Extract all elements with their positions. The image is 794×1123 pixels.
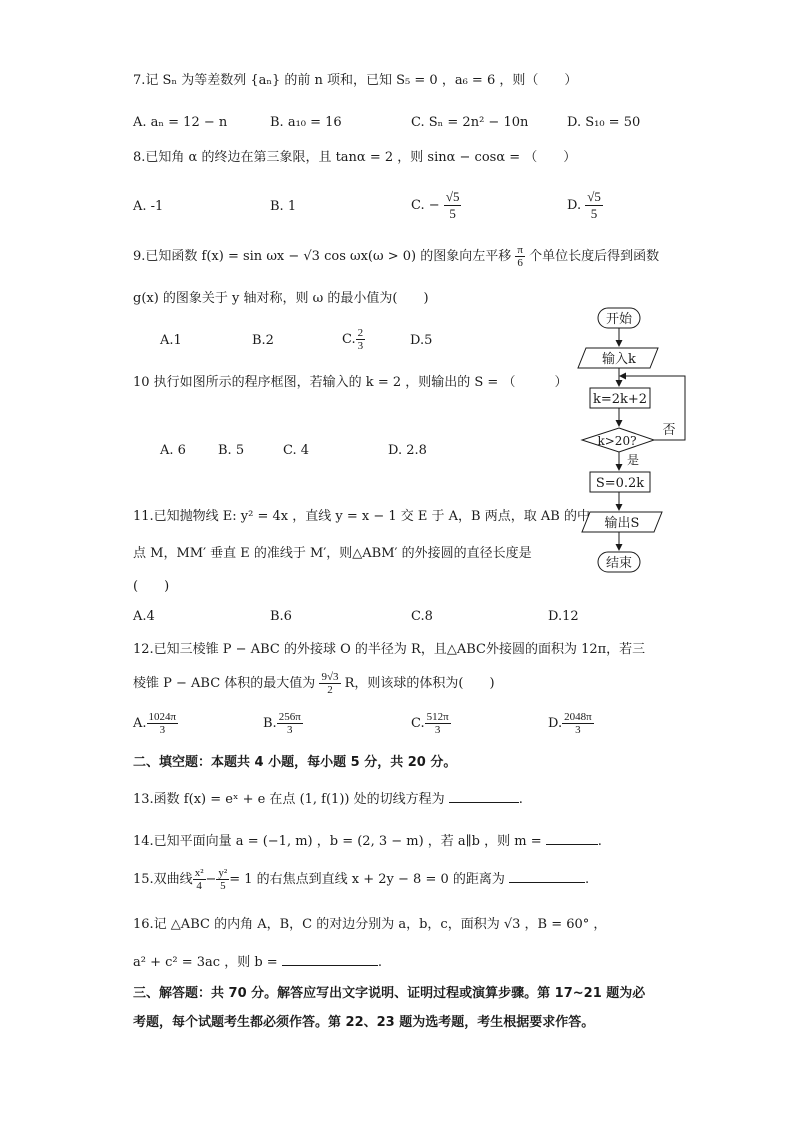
q8-stem: 8.已知角 α 的终边在第三象限，且 tanα = 2 ，则 sinα − cosα = （ ） — [133, 150, 577, 165]
q12-volume-fraction — [319, 671, 340, 696]
q11-line1: 11.已知抛物线 E: y² = 4x ，直线 y = x − 1 交 E 于 A，B 两点，取 AB 的中 — [133, 509, 590, 524]
q12-option-d-label: D. — [548, 716, 563, 731]
flowchart-assign-label: k=2k+2 — [592, 392, 648, 407]
q10-stem: 10 执行如图所示的程序框图，若输入的 k = 2 ，则输出的 S = （ ） — [133, 375, 568, 390]
q7-option-a: A. aₙ = 12 − n — [133, 115, 228, 130]
q15-minus: − — [205, 872, 217, 887]
q13-answer-blank — [449, 790, 519, 803]
flowchart-condition-label: k>20? — [597, 434, 637, 448]
frac-denominator: 3 — [434, 724, 441, 736]
q9-option-c — [342, 324, 365, 356]
flowchart-compute-label: S=0.2k — [595, 476, 645, 491]
flowchart-input-label: 输入k — [602, 352, 636, 367]
q16-line1: 16.记 △ABC 的内角 A，B，C 的对边分别为 a，b，c，面积为 √3 ，B = 60° ， — [133, 917, 607, 932]
q8-option-b: B. 1 — [270, 199, 297, 214]
q7-option-b: B. a₁₀ = 16 — [270, 115, 342, 130]
q15-prefix: 15.双曲线 — [133, 872, 193, 887]
frac-numerator: 2048π — [564, 711, 592, 723]
q12-line1: 12.已知三棱锥 P − ABC 的外接球 O 的半径为 R，且△ABC外接圆的面积为 12π，若三 — [133, 642, 646, 657]
section-3-heading-line2: 考题，每个试题考生都必须作答。第 22、23 题为选考题，考生根据要求作答。 — [133, 1015, 595, 1030]
q14-period: . — [597, 834, 602, 849]
q9-stem-line1 — [133, 242, 659, 272]
q9-stem-part-a: 9.已知函数 f(x) = sin ωx − √3 cos ωx(ω > 0) 的图象向左平移 — [133, 249, 512, 264]
q15-answer-blank — [509, 870, 585, 883]
q15-line — [133, 864, 589, 896]
q7-option-d: D. S₁₀ = 50 — [567, 115, 641, 130]
q12-option-c-fraction — [425, 711, 451, 736]
flowchart-output-label: 输出S — [604, 516, 640, 531]
frac-denominator: 3 — [575, 724, 581, 736]
frac-numerator: 512π — [426, 711, 449, 723]
q12-option-b-fraction — [277, 711, 303, 736]
flowchart-end-label: 结束 — [605, 556, 633, 571]
frac-denominator: 3 — [357, 340, 364, 352]
q9-option-c-fraction — [356, 327, 366, 352]
q12-option-a-label: A. — [133, 716, 147, 731]
q8-option-c-minus: − — [428, 198, 440, 213]
q12-line2 — [133, 668, 495, 700]
q12-line2-part-a: 棱锥 P − ABC 体积的最大值为 — [133, 676, 316, 691]
frac-denominator: 2 — [327, 684, 333, 696]
q8-option-c-label: C. — [411, 198, 425, 213]
frac-denominator: 3 — [286, 724, 293, 736]
q8-option-c-fraction — [444, 189, 462, 222]
frac-numerator: 9√3 — [321, 671, 339, 683]
frac-numerator: π — [517, 244, 523, 256]
q12-option-c-label: C. — [411, 716, 425, 731]
q9-option-d: D.5 — [410, 333, 433, 348]
frac-denominator: 5 — [590, 206, 598, 221]
q14-text: 14.已知平面向量 a = (−1, m) ，b = (2, 3 − m) ，若 a∥b ，则 m = — [133, 834, 542, 849]
q9-stem-part-b: 个单位长度后得到函数 — [529, 249, 660, 264]
frac-numerator: √5 — [587, 189, 601, 204]
frac-numerator: √5 — [445, 189, 460, 204]
q12-option-b — [263, 708, 303, 740]
q7-stem: 7.记 Sₙ 为等差数列 {aₙ} 的前 n 项和，已知 S₅ = 0 ，a₆ = 6 ，则（ ） — [133, 73, 578, 88]
q11-option-d: D.12 — [548, 609, 579, 624]
frac-denominator: 5 — [220, 880, 226, 892]
frac-numerator: 256π — [278, 711, 301, 723]
q15-text: = 1 的右焦点到直线 x + 2y − 8 = 0 的距离为 — [229, 872, 505, 887]
q11-line3: ( ) — [133, 579, 170, 594]
frac-denominator: 6 — [517, 257, 523, 269]
q10-option-a: A. 6 — [160, 443, 186, 458]
q11-option-a: A.4 — [133, 609, 155, 624]
q16-period: . — [377, 955, 382, 970]
q15-fraction-x — [193, 867, 206, 892]
q8-option-d-fraction — [585, 189, 603, 222]
q8-option-c — [411, 186, 461, 226]
q9-shift-fraction — [515, 244, 525, 269]
frac-denominator: 3 — [159, 724, 166, 736]
q16-line2 — [133, 953, 382, 972]
q9-option-c-label: C. — [342, 332, 356, 347]
q15-fraction-y — [216, 867, 229, 892]
q12-option-a-fraction — [147, 711, 179, 736]
q12-option-d-fraction — [562, 711, 594, 736]
flowchart — [570, 300, 720, 585]
section-2-heading: 二、填空题：本题共 4 小题，每小题 5 分，共 20 分。 — [133, 755, 457, 770]
q16-line2-text: a² + c² = 3ac ，则 b = — [133, 955, 278, 970]
flowchart-yes-label: 是 — [626, 453, 640, 467]
q12-option-d — [548, 708, 594, 740]
section-3-heading-line1: 三、解答题：共 70 分。解答应写出文字说明、证明过程或演算步骤。第 17~21 题为必 — [133, 986, 646, 1001]
frac-denominator: 4 — [196, 880, 202, 892]
q9-option-b: B.2 — [252, 333, 274, 348]
q12-line2-part-b: R，则该球的体积为( ) — [344, 676, 495, 691]
q13-line — [133, 790, 523, 809]
frac-numerator: 1024π — [148, 711, 177, 723]
q9-stem-line2: g(x) 的图象关于 y 轴对称，则 ω 的最小值为( ) — [133, 291, 429, 306]
q7-option-c: C. Sₙ = 2n² − 10n — [411, 115, 529, 130]
frac-denominator: 5 — [449, 206, 456, 221]
q8-option-a: A. -1 — [133, 199, 164, 214]
q9-option-a: A.1 — [160, 333, 182, 348]
q13-period: . — [518, 792, 523, 807]
q8-option-d — [567, 186, 603, 226]
q8-option-d-label: D. — [567, 198, 582, 213]
q12-option-c — [411, 708, 451, 740]
q15-period: . — [585, 872, 590, 887]
q10-option-d: D. 2.8 — [388, 443, 427, 458]
q10-option-c: C. 4 — [283, 443, 310, 458]
q16-answer-blank — [282, 953, 378, 966]
q11-line2: 点 M，MM′ 垂直 E 的准线于 M′，则△ABM′ 的外接圆的直径长度是 — [133, 546, 532, 561]
q14-line — [133, 832, 602, 851]
flowchart-start-label: 开始 — [605, 312, 633, 327]
frac-numerator: 2 — [357, 327, 364, 339]
frac-numerator: y² — [218, 867, 228, 879]
frac-numerator: x² — [194, 867, 204, 879]
flowchart-no-label: 否 — [662, 423, 676, 438]
q14-answer-blank — [546, 832, 598, 845]
q12-option-a — [133, 708, 178, 740]
q10-option-b: B. 5 — [218, 443, 245, 458]
q12-option-b-label: B. — [263, 716, 277, 731]
q11-option-b: B.6 — [270, 609, 292, 624]
q11-option-c: C.8 — [411, 609, 433, 624]
q13-text: 13.函数 f(x) = eˣ + e 在点 (1, f(1)) 处的切线方程为 — [133, 792, 445, 807]
